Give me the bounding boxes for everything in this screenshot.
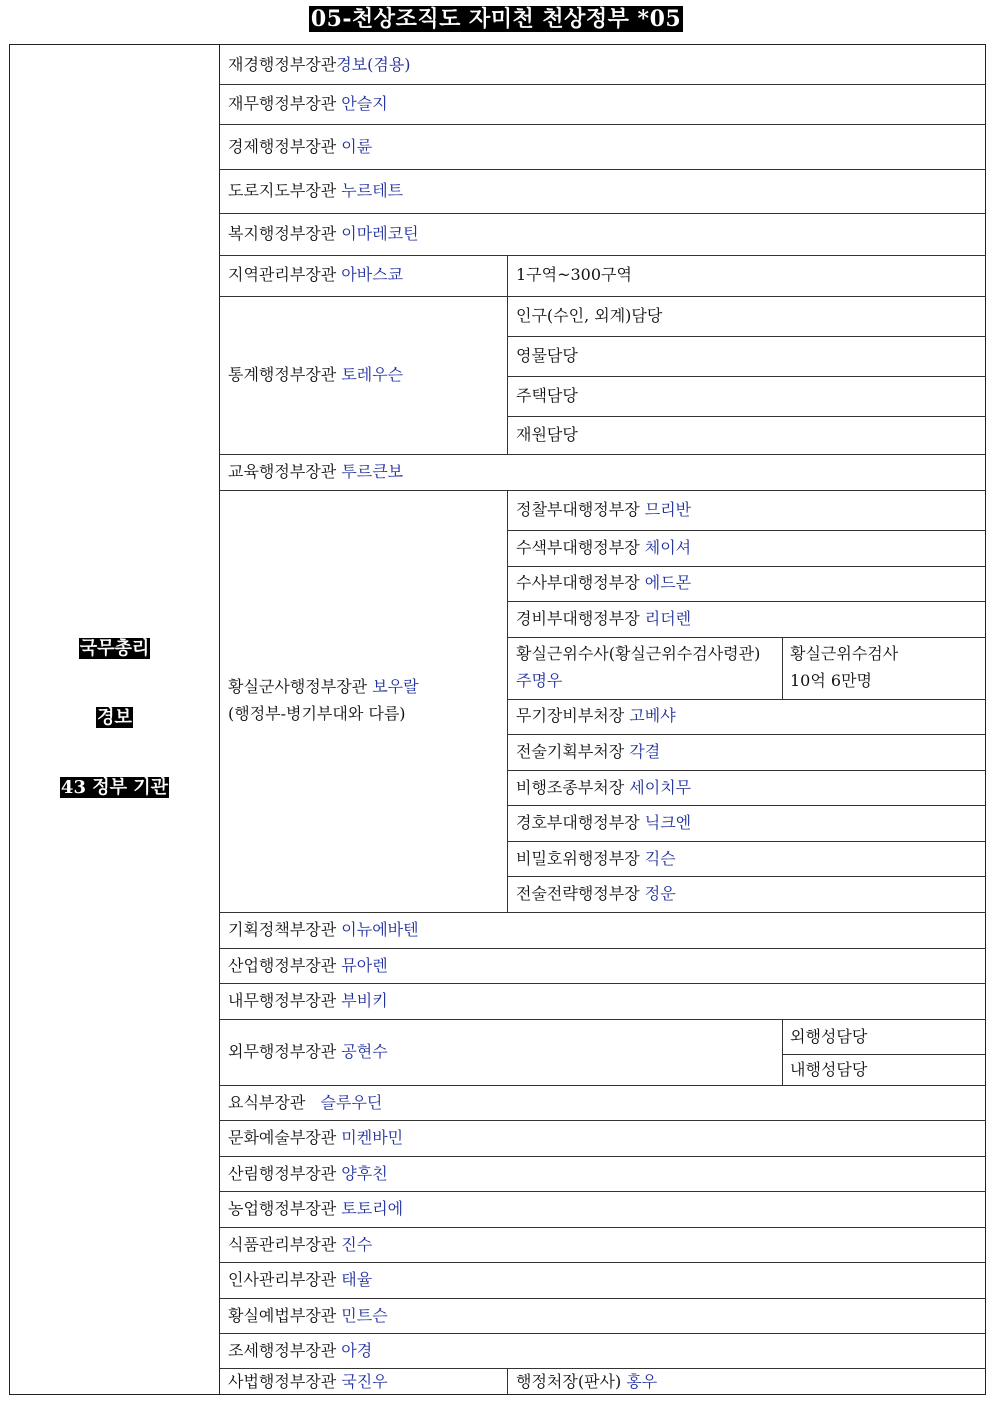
ministry-row: 교육행정부장관 투르큰보	[228, 462, 404, 481]
row-divider	[507, 336, 986, 337]
side-label-line1: 국무총리	[79, 638, 150, 659]
official-name: 진수	[341, 1235, 373, 1254]
row-divider	[507, 566, 986, 567]
ministry-row: 황실군사행정부장관 보우랄	[228, 677, 419, 696]
row-divider	[220, 1120, 986, 1121]
ministry-row: 내무행정부장관 부비키	[228, 991, 388, 1010]
ministry-row: 재경행정부장관경보(겸용)	[228, 55, 411, 74]
row-divider	[220, 454, 986, 455]
official-name: 정운	[644, 884, 676, 903]
row-divider	[782, 1054, 986, 1055]
row-divider	[220, 912, 986, 913]
sub-cell: 비밀호위행정부장 긱슨	[516, 849, 676, 868]
official-name: 아바스쿄	[341, 265, 404, 284]
sub-cell: 외행성담당	[790, 1027, 868, 1046]
ministry-row: 통계행정부장관 토레우슨	[228, 365, 404, 384]
row-divider	[220, 169, 986, 170]
page-title: 05-천상조직도 자미천 천상정부 *05	[310, 6, 682, 32]
official-name: 국진우	[341, 1372, 388, 1391]
official-name: 민트슨	[341, 1306, 388, 1325]
row-divider	[507, 841, 986, 842]
official-name: 공현수	[341, 1042, 388, 1061]
official-name: 미켄바민	[341, 1128, 404, 1147]
official-name: 홍우	[626, 1372, 658, 1391]
ministry-row: 산림행정부장관 양후친	[228, 1164, 388, 1183]
row-divider	[507, 530, 986, 531]
row-divider	[507, 637, 986, 638]
sub-cell: 전술전략행정부장 정운	[516, 884, 676, 903]
column-divider	[782, 1019, 783, 1085]
ministry-row: 지역관리부장관 아바스쿄	[228, 265, 404, 284]
row-divider	[220, 490, 986, 491]
official-name: 닉크엔	[644, 813, 692, 832]
row-divider	[220, 296, 986, 297]
ministry-row: 사법행정부장관 국진우	[228, 1372, 388, 1391]
official-name: 태율	[341, 1270, 373, 1289]
ministry-row: 기획정책부장관 이뉴에바텐	[228, 920, 419, 939]
sub-cell: 황실근위수사(황실근위수검사령관)	[516, 644, 761, 663]
row-divider	[220, 1262, 986, 1263]
column-divider	[507, 490, 508, 912]
sub-cell: 정찰부대행정부장 므리반	[516, 500, 692, 519]
official-name: 안슬지	[341, 94, 388, 113]
row-divider	[220, 1019, 986, 1020]
official-name: 세이치무	[629, 778, 692, 797]
ministry-row: 조세행정부장관 아경	[228, 1341, 373, 1360]
official-name: 이마레코틴	[341, 224, 419, 243]
row-divider	[220, 255, 986, 256]
column-divider	[507, 1368, 508, 1395]
official-name: 보우랄	[372, 677, 419, 696]
side-label-line2: 경보	[97, 707, 132, 728]
ministry-row: 농업행정부장관 토토리에	[228, 1199, 404, 1218]
sub-cell: 비행조종부처장 세이치무	[516, 778, 692, 797]
row-divider	[220, 983, 986, 984]
row-divider	[220, 1191, 986, 1192]
row-divider	[220, 1368, 986, 1369]
sub-cell: 행정처장(판사) 홍우	[516, 1372, 658, 1391]
column-divider	[507, 255, 508, 454]
official-name: 이륜	[341, 137, 373, 156]
row-divider	[507, 876, 986, 877]
title-bar	[0, 0, 992, 40]
official-name: 토레우슨	[341, 365, 404, 384]
row-divider	[507, 601, 986, 602]
ministry-row: 복지행정부장관 이마레코틴	[228, 224, 419, 243]
official-name: 긱슨	[644, 849, 676, 868]
row-divider	[220, 1227, 986, 1228]
ministry-row: 식품관리부장관 진수	[228, 1235, 373, 1254]
ministry-row: 산업행정부장관 뮤아렌	[228, 956, 388, 975]
row-divider	[507, 770, 986, 771]
sub-cell: 경비부대행정부장 리더렌	[516, 609, 692, 628]
official-name: 주명우	[516, 671, 563, 690]
sub-cell: 인구(수인, 외계)담당	[516, 306, 663, 325]
official-name: 뮤아렌	[341, 956, 388, 975]
column-divider	[782, 637, 783, 699]
sub-cell: 재원담당	[516, 425, 578, 444]
row-divider	[220, 1333, 986, 1334]
row-divider	[220, 213, 986, 214]
sub-cell: 1구역~300구역	[516, 265, 632, 284]
official-name: 리더렌	[644, 609, 692, 628]
ministry-row: 경제행정부장관 이륜	[228, 137, 373, 156]
official-name: 토토리에	[341, 1199, 404, 1218]
sub-cell: 무기장비부처장 고베샤	[516, 706, 676, 725]
sub-cell: 영물담당	[516, 346, 578, 365]
official-name: 고베샤	[629, 706, 676, 725]
sub-cell-extra: 황실근위수검사	[790, 644, 899, 663]
sub-cell: 주택담당	[516, 386, 578, 405]
row-divider	[220, 1298, 986, 1299]
official-name: 체이셔	[644, 538, 692, 557]
sub-cell-extra: 10억 6만명	[790, 671, 872, 690]
row-divider	[507, 376, 986, 377]
official-name: 누르테트	[341, 181, 404, 200]
sub-cell: 경호부대행정부장 닉크엔	[516, 813, 692, 832]
ministry-note: (행정부-병기부대와 다름)	[228, 704, 406, 723]
ministry-row: 문화예술부장관 미켄바민	[228, 1128, 404, 1147]
side-column	[9, 44, 220, 1395]
official-name: 이뉴에바텐	[341, 920, 419, 939]
ministry-row: 도로지도부장관 누르테트	[228, 181, 404, 200]
official-name: 투르큰보	[341, 462, 404, 481]
row-divider	[220, 948, 986, 949]
official-name: 므리반	[644, 500, 692, 519]
row-divider	[507, 805, 986, 806]
row-divider	[220, 84, 986, 85]
official-name: 양후친	[341, 1164, 388, 1183]
side-label-line3: 43 정부 기관	[60, 777, 169, 798]
sub-cell: 내행성담당	[790, 1060, 868, 1079]
row-divider	[220, 124, 986, 125]
official-name: 아경	[341, 1341, 373, 1360]
row-divider	[507, 699, 986, 700]
row-divider	[220, 1156, 986, 1157]
ministry-row: 인사관리부장관 태율	[228, 1270, 373, 1289]
official-name: 에드몬	[644, 573, 692, 592]
ministry-row: 요식부장관 슬루우딘	[228, 1093, 383, 1112]
official-name: 각결	[629, 742, 661, 761]
ministry-row: 황실예법부장관 민트슨	[228, 1306, 388, 1325]
row-divider	[507, 416, 986, 417]
sub-cell: 전술기획부처장 각결	[516, 742, 661, 761]
ministry-row: 재무행정부장관 안슬지	[228, 94, 388, 113]
official-name: 슬루우딘	[320, 1093, 383, 1112]
sub-cell: 수색부대행정부장 체이셔	[516, 538, 692, 557]
official-name: 부비키	[341, 991, 388, 1010]
row-divider	[220, 1085, 986, 1086]
official-name: 경보(겸용)	[336, 55, 411, 74]
sub-cell: 수사부대행정부장 에드몬	[516, 573, 692, 592]
row-divider	[507, 734, 986, 735]
ministry-row: 외무행정부장관 공현수	[228, 1042, 388, 1061]
